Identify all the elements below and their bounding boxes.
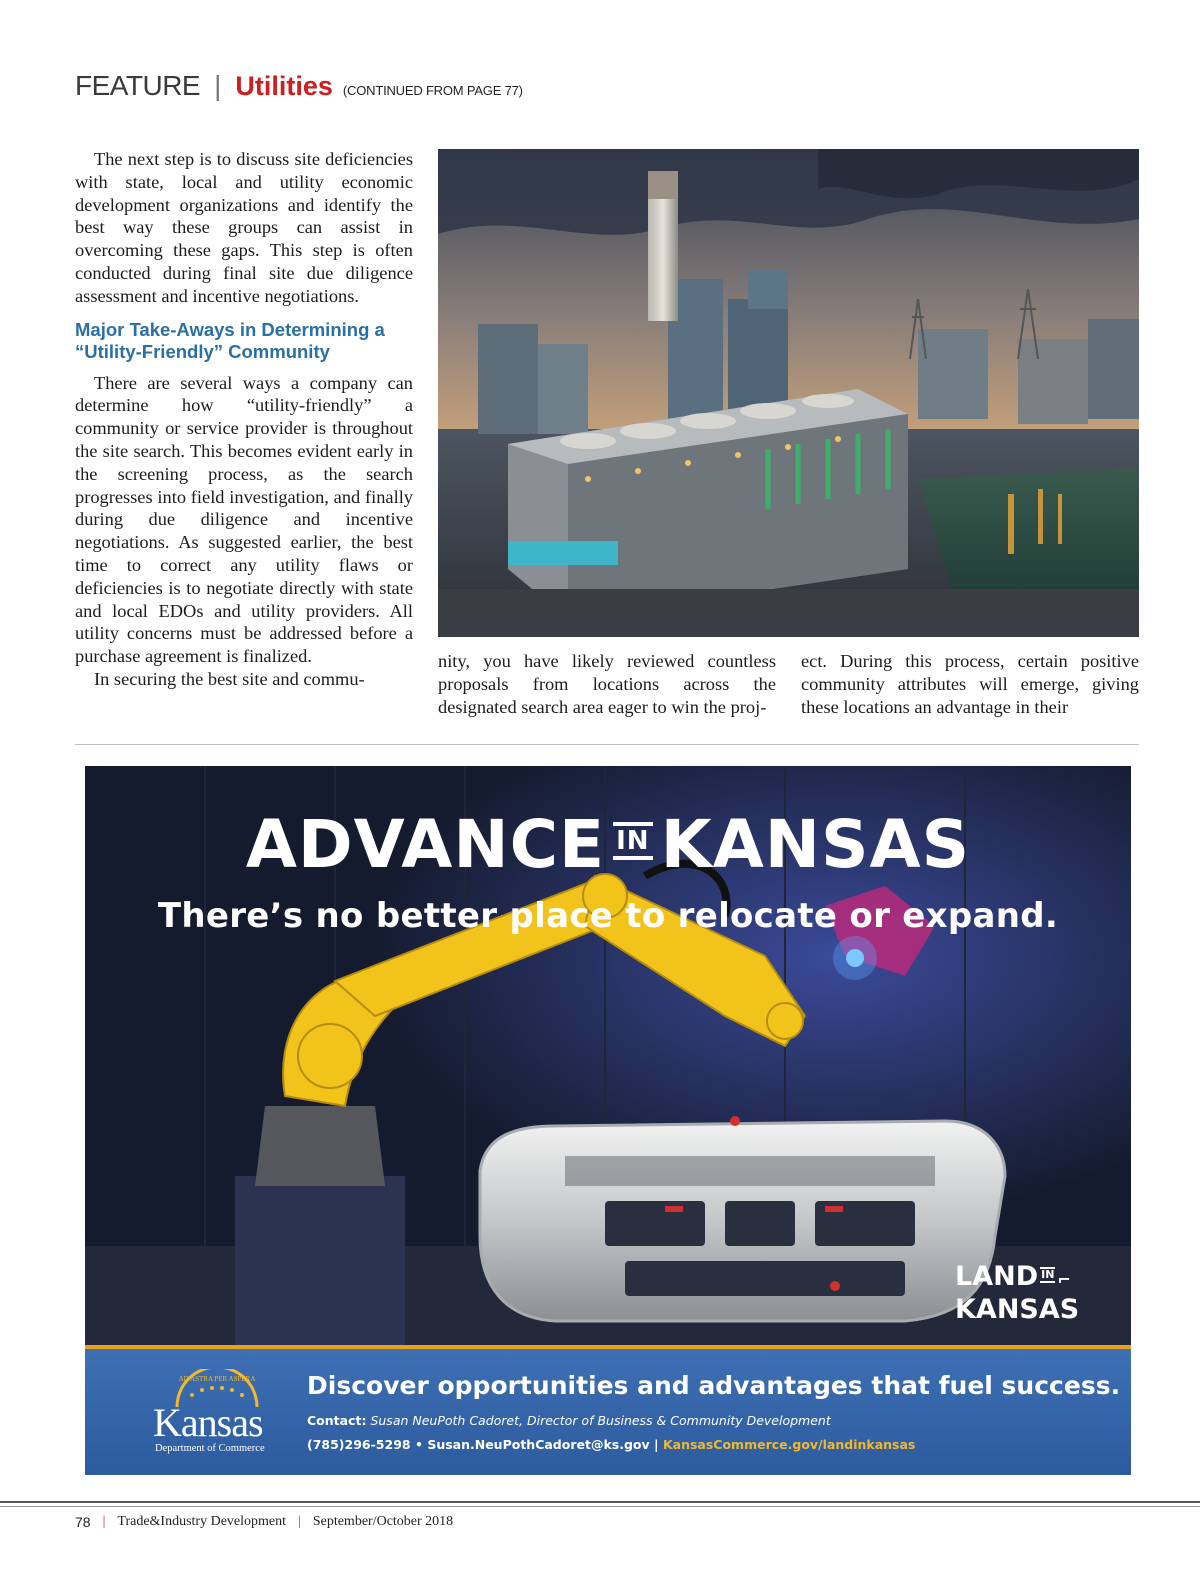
land-logo-in: IN <box>1041 1267 1055 1281</box>
article-column-3 <box>801 650 1139 718</box>
contact-label: Contact: <box>307 1413 367 1428</box>
contact-bullet: • <box>414 1437 423 1452</box>
footer-separator-1: | <box>102 1514 106 1529</box>
article-paragraph-1: The next step is to discuss site deficiencies with state, local and utility economic development organizations and identify the best way these groups can assist in overcoming these gaps. This step is often conducted during final site due diligence assessment and incentive negotiations. <box>75 149 413 306</box>
article-subhead: Major Take-Aways in Determining a “Utility-Friendly” Community <box>75 318 385 363</box>
contact-email[interactable]: Susan.NeuPothCadoret@ks.gov <box>427 1437 650 1452</box>
ad-headline-left: ADVANCE <box>245 806 606 883</box>
land-logo-line2: KANSAS <box>955 1294 1080 1325</box>
issue-date: September/October 2018 <box>312 1514 454 1529</box>
footer-separator-2: | <box>298 1514 301 1529</box>
power-plant-photo <box>438 149 1139 637</box>
power-plant-illustration <box>438 149 1139 637</box>
section-title: Utilities <box>235 71 333 101</box>
kansas-commerce-logo <box>147 1369 277 1459</box>
page-footer <box>75 1514 453 1530</box>
article-paragraph-3: In securing the best site and commu- <box>94 668 365 689</box>
ad-contact-details <box>307 1437 915 1452</box>
article-paragraph-2: There are several ways a company can determine how “utility-friendly” a community or service provider is throughout the site search. This becomes evident early in the screening process, as the search progresses into field investigation, and finally during due diligence and incentive negotiations. As suggested earlier, the best time to correct any utility flaws or deficiencies is to negotiate directly with state and local EDOs and utility providers. All utility concerns must be addressed before a purchase agreement is finalized. <box>75 372 413 667</box>
ad-headline-in: IN <box>613 822 652 860</box>
kansas-outline-icon: ⌐ <box>1057 1270 1071 1289</box>
land-in-kansas-logo <box>955 1262 1079 1325</box>
page-header <box>75 70 523 110</box>
land-logo-line1: LAND <box>955 1261 1039 1292</box>
contact-phone: (785)296-5298 <box>307 1437 411 1452</box>
ad-headline <box>85 806 1131 883</box>
publication-name: Trade&Industry Development <box>117 1514 287 1529</box>
article-column-2 <box>438 650 776 718</box>
ad-contact-banner <box>85 1349 1131 1475</box>
contact-pipe: | <box>654 1437 659 1452</box>
article-column-3-text: ect. During this process, certain positive community attributes will emerge, giving these locations an advantage in their <box>801 651 1139 717</box>
article-column-1 <box>75 148 413 691</box>
article-column-2-text: nity, you have likely reviewed countless proposals from locations across the designated search area eager to win the proj- <box>438 651 776 717</box>
continued-note: (CONTINUED FROM PAGE 77) <box>342 83 523 98</box>
ad-discover-text: Discover opportunities and advantages that fuel success. <box>307 1371 1121 1400</box>
kansas-advertisement <box>85 766 1131 1475</box>
logo-motto: AD ASTRA PER ASPERA <box>178 1375 256 1383</box>
feature-label: FEATURE <box>75 70 201 101</box>
contact-person: Susan NeuPoth Cadoret, Director of Business & Community Development <box>370 1413 831 1428</box>
content-divider <box>75 744 1139 745</box>
ad-contact-line <box>307 1413 831 1428</box>
ad-headline-right: KANSAS <box>660 806 971 883</box>
contact-url[interactable]: KansasCommerce.gov/landinkansas <box>662 1437 916 1452</box>
footer-rule-thick <box>0 1501 1200 1503</box>
ad-tagline: There’s no better place to relocate or expand. <box>157 896 1059 936</box>
logo-word: Kansas <box>153 1400 263 1445</box>
header-separator: | <box>214 70 222 101</box>
page-number: 78 <box>75 1514 91 1530</box>
logo-department: Department of Commerce <box>155 1443 265 1454</box>
footer-rule-thin <box>0 1506 1200 1507</box>
